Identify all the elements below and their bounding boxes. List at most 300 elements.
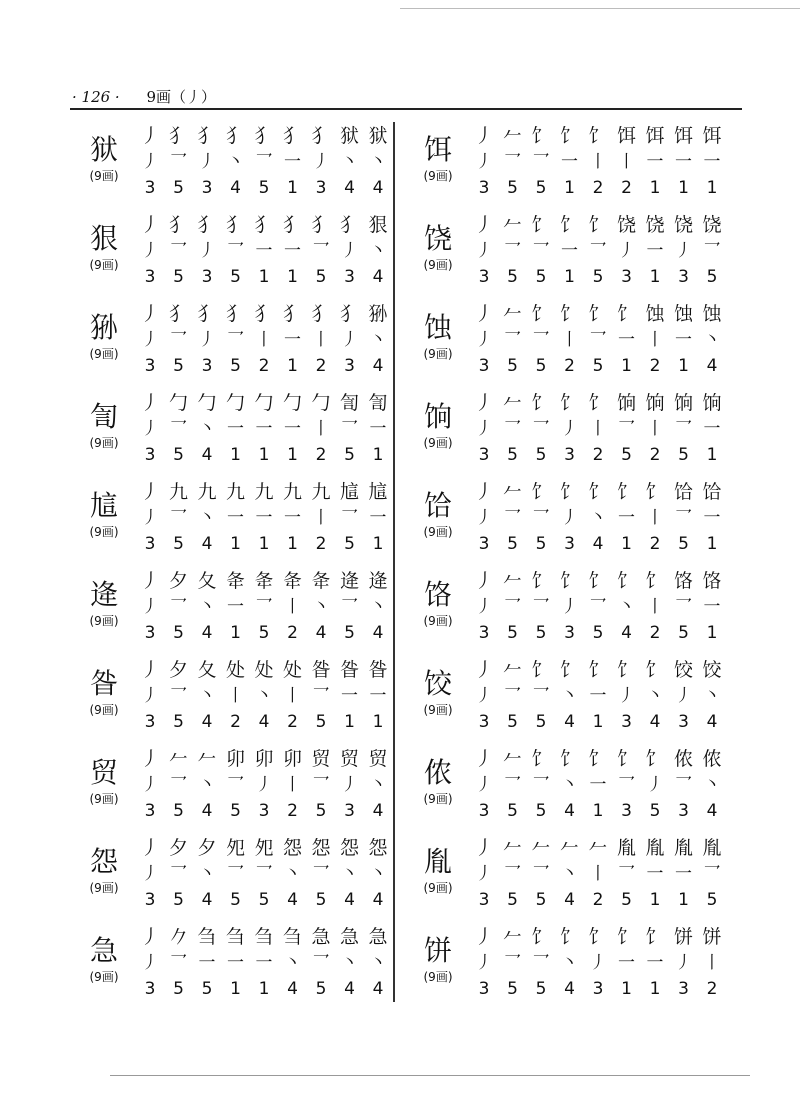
char-entry (412, 743, 742, 832)
stroke-count-tag: (9画) (89, 525, 119, 539)
stroke: 丶 (198, 597, 216, 617)
stroke: 乛 (589, 330, 607, 350)
stroke: 丶 (198, 508, 216, 528)
stroke-list (136, 328, 392, 352)
stroke-code (470, 622, 726, 644)
sequence-step: 丿 (140, 926, 160, 948)
code-digit: 2 (287, 801, 298, 821)
sequence-step: 犭 (254, 125, 274, 147)
stroke: 乛 (675, 419, 692, 439)
code-digit: 3 (478, 178, 490, 198)
char-entry (78, 209, 408, 298)
code-digit: 1 (230, 534, 241, 554)
code-digit: 3 (678, 979, 689, 999)
code-digit: 3 (678, 712, 689, 732)
stroke: 乛 (504, 597, 521, 617)
stroke: 丨 (227, 686, 244, 706)
stroke: 乛 (618, 775, 635, 795)
stroke: 丨 (284, 597, 301, 617)
stroke: 丿 (141, 686, 159, 706)
sequence-step: 丿 (474, 125, 494, 147)
stroke-list (136, 684, 392, 708)
code-digit: 3 (478, 534, 490, 554)
char-block (412, 490, 464, 539)
sequence-step: 怨 (339, 837, 359, 859)
stroke-count-tag: (9画) (423, 881, 453, 895)
sequence-step: 饣 (559, 659, 579, 681)
sequence-step: 犭 (282, 125, 302, 147)
stroke-sequence (136, 925, 392, 949)
code-digit: 5 (173, 178, 184, 198)
code-digit: 1 (706, 178, 718, 198)
code-digit: 1 (258, 534, 270, 554)
sequence-step: 侬 (702, 748, 722, 770)
sequence-step: 犭 (311, 303, 331, 325)
code-digit: 5 (621, 890, 632, 910)
stroke-code (470, 444, 726, 466)
stroke-count-tag: (9画) (423, 347, 453, 361)
code-digit: 5 (173, 979, 184, 999)
sequence-step: 𠂉 (502, 837, 522, 859)
stroke-sequence (136, 124, 392, 148)
sequence-step: 饶 (673, 214, 693, 236)
code-digit: 4 (201, 534, 213, 554)
stroke: 丶 (561, 775, 578, 795)
character: 饺 (423, 667, 452, 700)
code-digit: 5 (173, 267, 184, 287)
sequence-step: 怨 (368, 837, 388, 859)
stroke-list (470, 506, 726, 530)
stroke: 一 (589, 775, 607, 795)
code-digit: 3 (621, 712, 632, 732)
code-digit: 5 (315, 267, 327, 287)
sequence-step: 处 (225, 659, 245, 681)
stroke: 丿 (475, 953, 493, 973)
sequence-step: 饣 (559, 214, 579, 236)
sequence-step: 饣 (588, 303, 608, 325)
sequence-step: 饣 (588, 392, 608, 414)
stroke-list (470, 417, 726, 441)
stroke: 丨 (618, 152, 635, 172)
char-block (412, 935, 464, 984)
stroke-list (470, 328, 726, 352)
code-digit: 4 (201, 890, 213, 910)
character: 饼 (423, 934, 452, 967)
code-digit: 2 (649, 356, 661, 376)
stroke-code (136, 711, 392, 733)
stroke-count-tag: (9画) (89, 258, 119, 272)
sequence-step: 勹 (311, 392, 331, 414)
code-digit: 1 (372, 534, 384, 554)
sequence-step: 犭 (339, 214, 359, 236)
sequence-step: 饣 (588, 481, 608, 503)
stroke: 丿 (141, 597, 159, 617)
sequence-step: 丿 (140, 392, 160, 414)
stroke: 乛 (504, 686, 521, 706)
code-digit: 3 (144, 890, 156, 910)
stroke-code (136, 800, 392, 822)
sequence-step: 夂 (197, 570, 217, 592)
code-digit: 4 (706, 356, 718, 376)
stroke: 丨 (589, 864, 607, 884)
sequence-step: 饷 (702, 392, 722, 414)
sequence-step: 𠂉 (502, 748, 522, 770)
column-divider (393, 122, 395, 1002)
sequence-step: 夕 (168, 837, 188, 859)
sequence-step: 逄 (339, 570, 359, 592)
char-entry (78, 921, 408, 1010)
character: 饶 (423, 222, 452, 255)
code-digit: 2 (315, 534, 327, 554)
code-digit: 4 (201, 801, 213, 821)
code-digit: 3 (478, 267, 490, 287)
stroke: 丿 (141, 330, 159, 350)
stroke: 丿 (475, 775, 493, 795)
code-digit: 5 (507, 979, 518, 999)
stroke-count-tag: (9画) (423, 792, 453, 806)
stroke: 一 (255, 241, 273, 261)
code-digit: 5 (344, 445, 355, 465)
stroke: 一 (618, 330, 635, 350)
code-digit: 5 (706, 267, 718, 287)
stroke: 乛 (532, 241, 550, 261)
code-digit: 5 (315, 979, 327, 999)
stroke-sequence (470, 213, 726, 237)
code-digit: 3 (621, 267, 632, 287)
char-block (412, 312, 464, 361)
code-digit: 2 (315, 445, 327, 465)
stroke-sequence (470, 569, 726, 593)
stroke: 丶 (561, 953, 578, 973)
stroke: 一 (646, 953, 664, 973)
code-digit: 4 (315, 623, 327, 643)
stroke: 乛 (341, 597, 358, 617)
char-block (78, 846, 130, 895)
code-digit: 5 (315, 801, 327, 821)
bottom-rule (110, 1075, 750, 1076)
code-digit: 3 (144, 979, 156, 999)
stroke: 乛 (170, 864, 187, 884)
sequence-step: 饸 (702, 481, 722, 503)
sequence-step: 饣 (531, 926, 551, 948)
character: 饵 (423, 133, 452, 166)
sequence-step: 饣 (559, 125, 579, 147)
stroke-list (470, 684, 726, 708)
sequence-step: 𠂉 (197, 748, 217, 770)
stroke: 乛 (227, 330, 244, 350)
stroke: 乛 (170, 686, 187, 706)
code-digit: 5 (649, 801, 661, 821)
sequence-step: 訇 (368, 392, 388, 414)
character: 狲 (89, 311, 118, 344)
sequence-step: 𠂉 (502, 570, 522, 592)
code-digit: 5 (507, 534, 518, 554)
stroke: 丨 (312, 508, 330, 528)
stroke: 丨 (589, 419, 607, 439)
code-digit: 5 (535, 623, 547, 643)
character: 狠 (89, 222, 118, 255)
code-digit: 3 (144, 623, 156, 643)
stroke: 一 (227, 419, 244, 439)
sequence-step: 饣 (645, 570, 665, 592)
char-entry (412, 387, 742, 476)
sequence-step: 怨 (282, 837, 302, 859)
stroke: 丿 (675, 953, 692, 973)
code-digit: 2 (564, 356, 575, 376)
stroke: 丿 (475, 686, 493, 706)
right-column (412, 120, 742, 1010)
code-digit: 1 (287, 445, 298, 465)
sequence-step: 饹 (673, 570, 693, 592)
stroke: 一 (284, 152, 301, 172)
sequence-step: 饣 (531, 392, 551, 414)
code-digit: 4 (287, 890, 298, 910)
sequence-step: 九 (282, 481, 302, 503)
stroke: 乛 (589, 597, 607, 617)
stroke-code (136, 978, 392, 1000)
sequence-step: 九 (225, 481, 245, 503)
stroke: 乛 (532, 597, 550, 617)
stroke: 丶 (703, 775, 721, 795)
stroke: 一 (561, 241, 578, 261)
sequence-step: 蚀 (702, 303, 722, 325)
char-entry (412, 298, 742, 387)
stroke: 一 (227, 953, 244, 973)
stroke: 丨 (646, 330, 664, 350)
sequence-step: 刍 (282, 926, 302, 948)
sequence-step: 蚀 (673, 303, 693, 325)
code-digit: 4 (372, 356, 384, 376)
code-digit: 3 (564, 623, 575, 643)
char-block (412, 134, 464, 183)
stroke: 丶 (284, 864, 301, 884)
code-digit: 5 (535, 801, 547, 821)
code-digit: 3 (344, 267, 355, 287)
stroke: 乛 (675, 508, 692, 528)
sequence-step: 訄 (339, 481, 359, 503)
code-digit: 1 (678, 890, 689, 910)
stroke: 丶 (227, 152, 244, 172)
char-block (412, 223, 464, 272)
stroke: 丶 (284, 953, 301, 973)
code-digit: 2 (592, 178, 604, 198)
sequence-step: 饣 (531, 125, 551, 147)
sequence-step: 饣 (559, 303, 579, 325)
sequence-step: 狱 (339, 125, 359, 147)
code-digit: 3 (478, 356, 490, 376)
character: 胤 (423, 845, 452, 878)
code-digit: 4 (344, 979, 355, 999)
code-digit: 4 (258, 712, 270, 732)
sequence-step: 昝 (311, 659, 331, 681)
stroke-code (136, 622, 392, 644)
stroke: 丶 (561, 864, 578, 884)
stroke-sequence (136, 747, 392, 771)
stroke: 丿 (561, 419, 578, 439)
stroke: 乛 (341, 508, 358, 528)
stroke: 乛 (618, 419, 635, 439)
stroke: 乛 (170, 953, 187, 973)
stroke-list (136, 417, 392, 441)
code-digit: 1 (592, 801, 604, 821)
sequence-step: 九 (311, 481, 331, 503)
sequence-step: 饵 (645, 125, 665, 147)
stroke-count-tag: (9画) (423, 436, 453, 450)
stroke: 乛 (618, 864, 635, 884)
stroke: 丿 (475, 508, 493, 528)
stroke: 乛 (703, 864, 721, 884)
sequence-step: 犭 (311, 214, 331, 236)
stroke-sequence (136, 302, 392, 326)
code-digit: 1 (287, 356, 298, 376)
code-digit: 1 (287, 534, 298, 554)
stroke: 丨 (561, 330, 578, 350)
character: 蚀 (423, 311, 452, 344)
code-digit: 2 (258, 356, 270, 376)
stroke: 一 (198, 953, 216, 973)
code-digit: 2 (706, 979, 718, 999)
code-digit: 2 (592, 890, 604, 910)
code-digit: 1 (592, 712, 604, 732)
stroke: 丿 (198, 241, 216, 261)
code-digit: 5 (230, 267, 241, 287)
char-entry (78, 298, 408, 387)
stroke: 乛 (532, 686, 550, 706)
stroke-code (136, 444, 392, 466)
stroke: 乛 (504, 419, 521, 439)
code-digit: 2 (592, 445, 604, 465)
stroke-sequence (136, 658, 392, 682)
code-digit: 5 (258, 890, 270, 910)
sequence-step: 𠂉 (531, 837, 551, 859)
stroke-count-tag: (9画) (423, 614, 453, 628)
code-digit: 4 (649, 712, 661, 732)
code-digit: 3 (144, 801, 156, 821)
sequence-step: 饵 (616, 125, 636, 147)
code-digit: 5 (507, 801, 518, 821)
stroke: 乛 (170, 241, 187, 261)
sequence-step: 犭 (254, 303, 274, 325)
code-digit: 1 (649, 979, 661, 999)
stroke: 一 (369, 419, 387, 439)
sequence-step: 九 (168, 481, 188, 503)
stroke-sequence (470, 925, 726, 949)
code-digit: 1 (678, 178, 689, 198)
sequence-step: 訇 (339, 392, 359, 414)
character: 饸 (423, 489, 452, 522)
stroke: 丿 (475, 241, 493, 261)
sequence-step: 饶 (645, 214, 665, 236)
stroke-code (136, 266, 392, 288)
sequence-step: 丿 (474, 926, 494, 948)
stroke-count-tag: (9画) (89, 614, 119, 628)
stroke: 乛 (532, 508, 550, 528)
sequence-step: 饺 (702, 659, 722, 681)
code-digit: 1 (258, 979, 270, 999)
code-digit: 3 (344, 356, 355, 376)
stroke: 一 (284, 419, 301, 439)
code-digit: 1 (287, 267, 298, 287)
sequence-step: 丿 (140, 748, 160, 770)
sequence-step: 饣 (559, 748, 579, 770)
stroke-count-tag: (9画) (89, 347, 119, 361)
sequence-step: 𠂉 (588, 837, 608, 859)
code-digit: 5 (592, 356, 604, 376)
stroke: 乛 (504, 241, 521, 261)
sequence-step: 九 (197, 481, 217, 503)
code-digit: 1 (706, 534, 718, 554)
stroke: 一 (369, 686, 387, 706)
stroke-count-tag: (9画) (423, 258, 453, 272)
sequence-step: 饷 (616, 392, 636, 414)
sequence-step: 急 (339, 926, 359, 948)
sequence-step: 勹 (197, 392, 217, 414)
stroke-code (470, 533, 726, 555)
char-block (78, 312, 130, 361)
stroke: 丨 (646, 419, 664, 439)
stroke: 丿 (561, 508, 578, 528)
stroke: 乛 (227, 241, 244, 261)
code-digit: 3 (478, 979, 490, 999)
char-entry (78, 565, 408, 654)
sequence-step: 饣 (588, 125, 608, 147)
code-digit: 5 (258, 178, 270, 198)
stroke: 乛 (675, 775, 692, 795)
left-column (78, 120, 408, 1010)
code-digit: 4 (564, 890, 575, 910)
stroke: 丨 (312, 330, 330, 350)
code-digit: 5 (535, 712, 547, 732)
stroke: 乛 (312, 775, 330, 795)
code-digit: 1 (621, 534, 632, 554)
stroke-code (136, 533, 392, 555)
stroke: 一 (646, 152, 664, 172)
stroke-sequence (470, 836, 726, 860)
char-block (78, 401, 130, 450)
sequence-step: 犭 (254, 214, 274, 236)
stroke-code (470, 711, 726, 733)
stroke-sequence (470, 480, 726, 504)
code-digit: 5 (173, 623, 184, 643)
code-digit: 1 (621, 979, 632, 999)
stroke: 丿 (475, 864, 493, 884)
char-entry (412, 565, 742, 654)
code-digit: 2 (287, 623, 298, 643)
char-block (412, 401, 464, 450)
code-digit: 4 (564, 979, 575, 999)
character: 饷 (423, 400, 452, 433)
sequence-step: 饼 (673, 926, 693, 948)
stroke: 丿 (141, 864, 159, 884)
stroke: 丨 (703, 953, 721, 973)
stroke-list (470, 773, 726, 797)
sequence-step: 饣 (531, 303, 551, 325)
sequence-step: 饣 (588, 659, 608, 681)
stroke: 丿 (675, 686, 692, 706)
stroke: 丶 (255, 686, 273, 706)
sequence-step: 丿 (140, 481, 160, 503)
code-digit: 4 (621, 623, 632, 643)
code-digit: 5 (173, 534, 184, 554)
code-digit: 1 (706, 623, 718, 643)
sequence-step: 昝 (368, 659, 388, 681)
stroke-sequence (470, 302, 726, 326)
sequence-step: 饣 (531, 748, 551, 770)
stroke: 丶 (198, 419, 216, 439)
stroke: 丶 (589, 508, 607, 528)
sequence-step: 犭 (311, 125, 331, 147)
sequence-step: 𠂉 (502, 125, 522, 147)
